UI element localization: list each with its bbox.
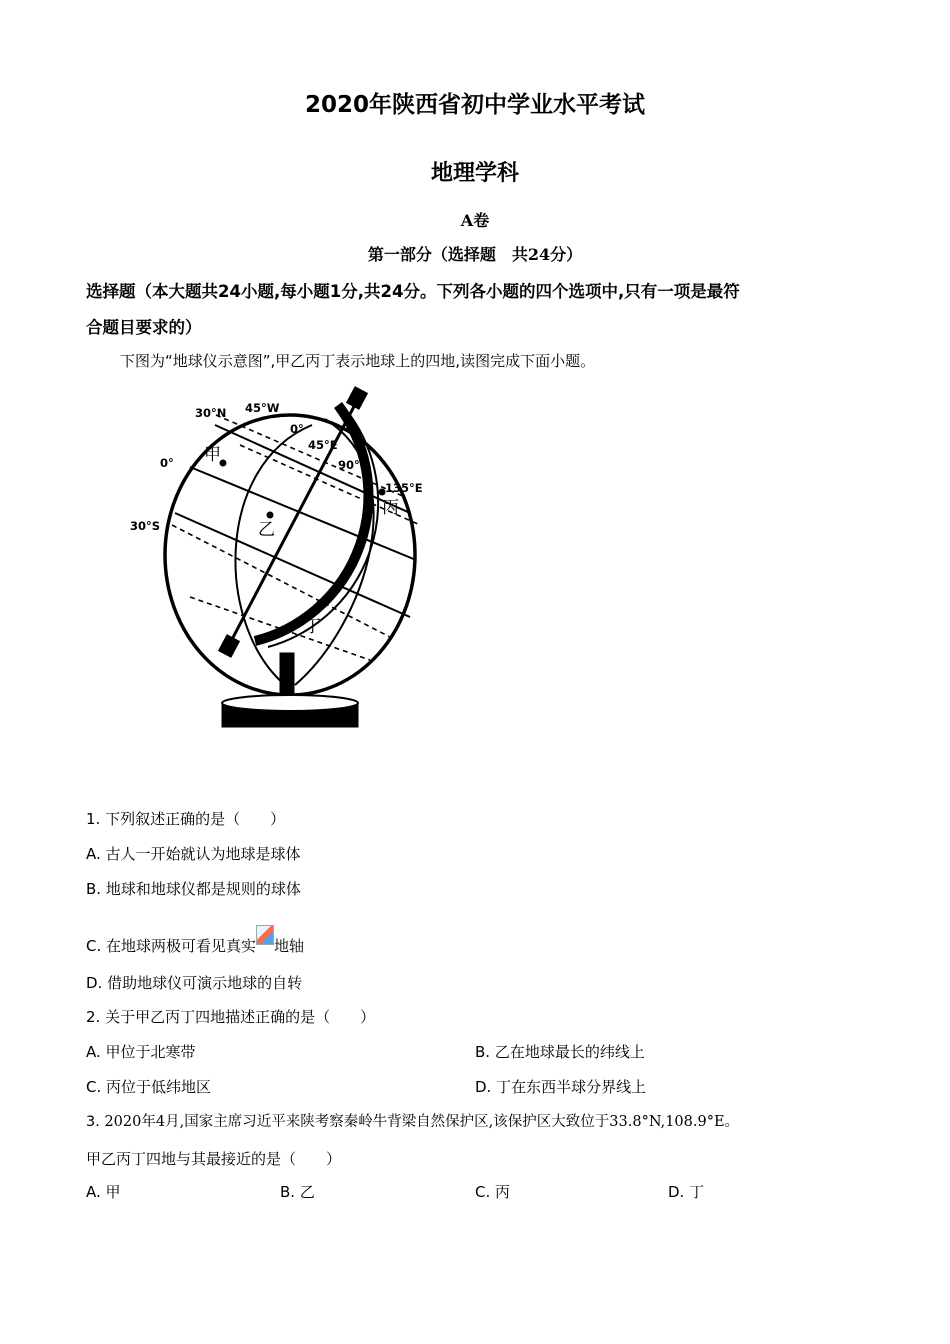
axis-cap-top <box>347 387 368 409</box>
subject-title: 地理学科 <box>430 161 519 186</box>
instructions-line-2: 合题目要求的） <box>86 318 202 337</box>
paper-label: A卷 <box>460 211 490 230</box>
label-bing: 丙 <box>382 498 399 518</box>
label-0-equator: 0° <box>160 456 174 470</box>
label-yi: 乙 <box>258 520 275 540</box>
label-30n: 30°N <box>195 406 227 420</box>
option-1a: A. 古人一开始就认为地球是球体 <box>86 845 301 863</box>
option-3c: C. 丙 <box>475 1183 511 1201</box>
label-ding: 丁 <box>304 617 321 637</box>
question-3-stem-line-2: 甲乙丙丁四地与其最接近的是（ ） <box>86 1150 342 1168</box>
option-3b: B. 乙 <box>280 1183 315 1201</box>
option-2d: D. 丁在东西半球分界线上 <box>475 1078 647 1096</box>
question-number: 2. <box>86 1008 101 1026</box>
label-45w: 45°W <box>245 401 280 415</box>
globe-figure <box>120 385 450 745</box>
option-2b: B. 乙在地球最长的纬线上 <box>475 1043 645 1061</box>
point-ding <box>317 600 324 607</box>
option-1b: B. 地球和地球仪都是规则的球体 <box>86 880 301 898</box>
label-135e: 135°E <box>385 481 423 495</box>
option-2c: C. 丙位于低纬地区 <box>86 1078 212 1096</box>
latitude-line <box>175 513 410 617</box>
part-label: 第一部分（选择题 共24分） <box>367 245 583 264</box>
point-yi <box>267 512 274 519</box>
option-2a: A. 甲位于北寒带 <box>86 1043 196 1061</box>
question-number: 3. <box>86 1114 100 1130</box>
option-1c: C. 在地球两极可看见真实 地轴 <box>86 925 304 956</box>
question-number: 1. <box>86 810 101 828</box>
broken-image-icon <box>256 925 274 945</box>
question-text: 下列叙述正确的是（ ） <box>105 810 286 828</box>
question-2-stem <box>86 1006 375 1027</box>
option-3a: A. 甲 <box>86 1183 121 1201</box>
label-0-top: 0° <box>290 422 304 436</box>
question-1-stem <box>86 808 285 829</box>
stand-post <box>280 653 294 701</box>
option-1d: D. 借助地球仪可演示地球的自转 <box>86 974 303 992</box>
instructions-line-1: 选择题（本大题共24小题,每小题1分,共24分。下列各小题的四个选项中,只有一项是最符 <box>86 282 740 301</box>
label-30s: 30°S <box>130 519 161 533</box>
label-jia: 甲 <box>204 445 221 465</box>
label-45e: 45°E <box>308 438 338 452</box>
axis-cap-bottom <box>219 635 240 657</box>
question-3-stem <box>86 1110 739 1131</box>
exam-title: 2020年陕西省初中学业水平考试 <box>304 92 645 118</box>
globe-icon <box>165 387 420 727</box>
stand-base-top <box>222 695 358 711</box>
question-text: 2020年4月,国家主席习近平来陕考察秦岭牛背梁自然保护区,该保护区大致位于33.8°N,108.9°E。 <box>104 1114 740 1130</box>
figure-intro: 下图为“地球仪示意图”,甲乙丙丁表示地球上的四地,读图完成下面小题。 <box>120 352 596 370</box>
option-3d: D. 丁 <box>668 1183 705 1201</box>
label-90e: 90°E <box>338 458 368 472</box>
question-text: 关于甲乙丙丁四地描述正确的是（ ） <box>105 1008 376 1026</box>
